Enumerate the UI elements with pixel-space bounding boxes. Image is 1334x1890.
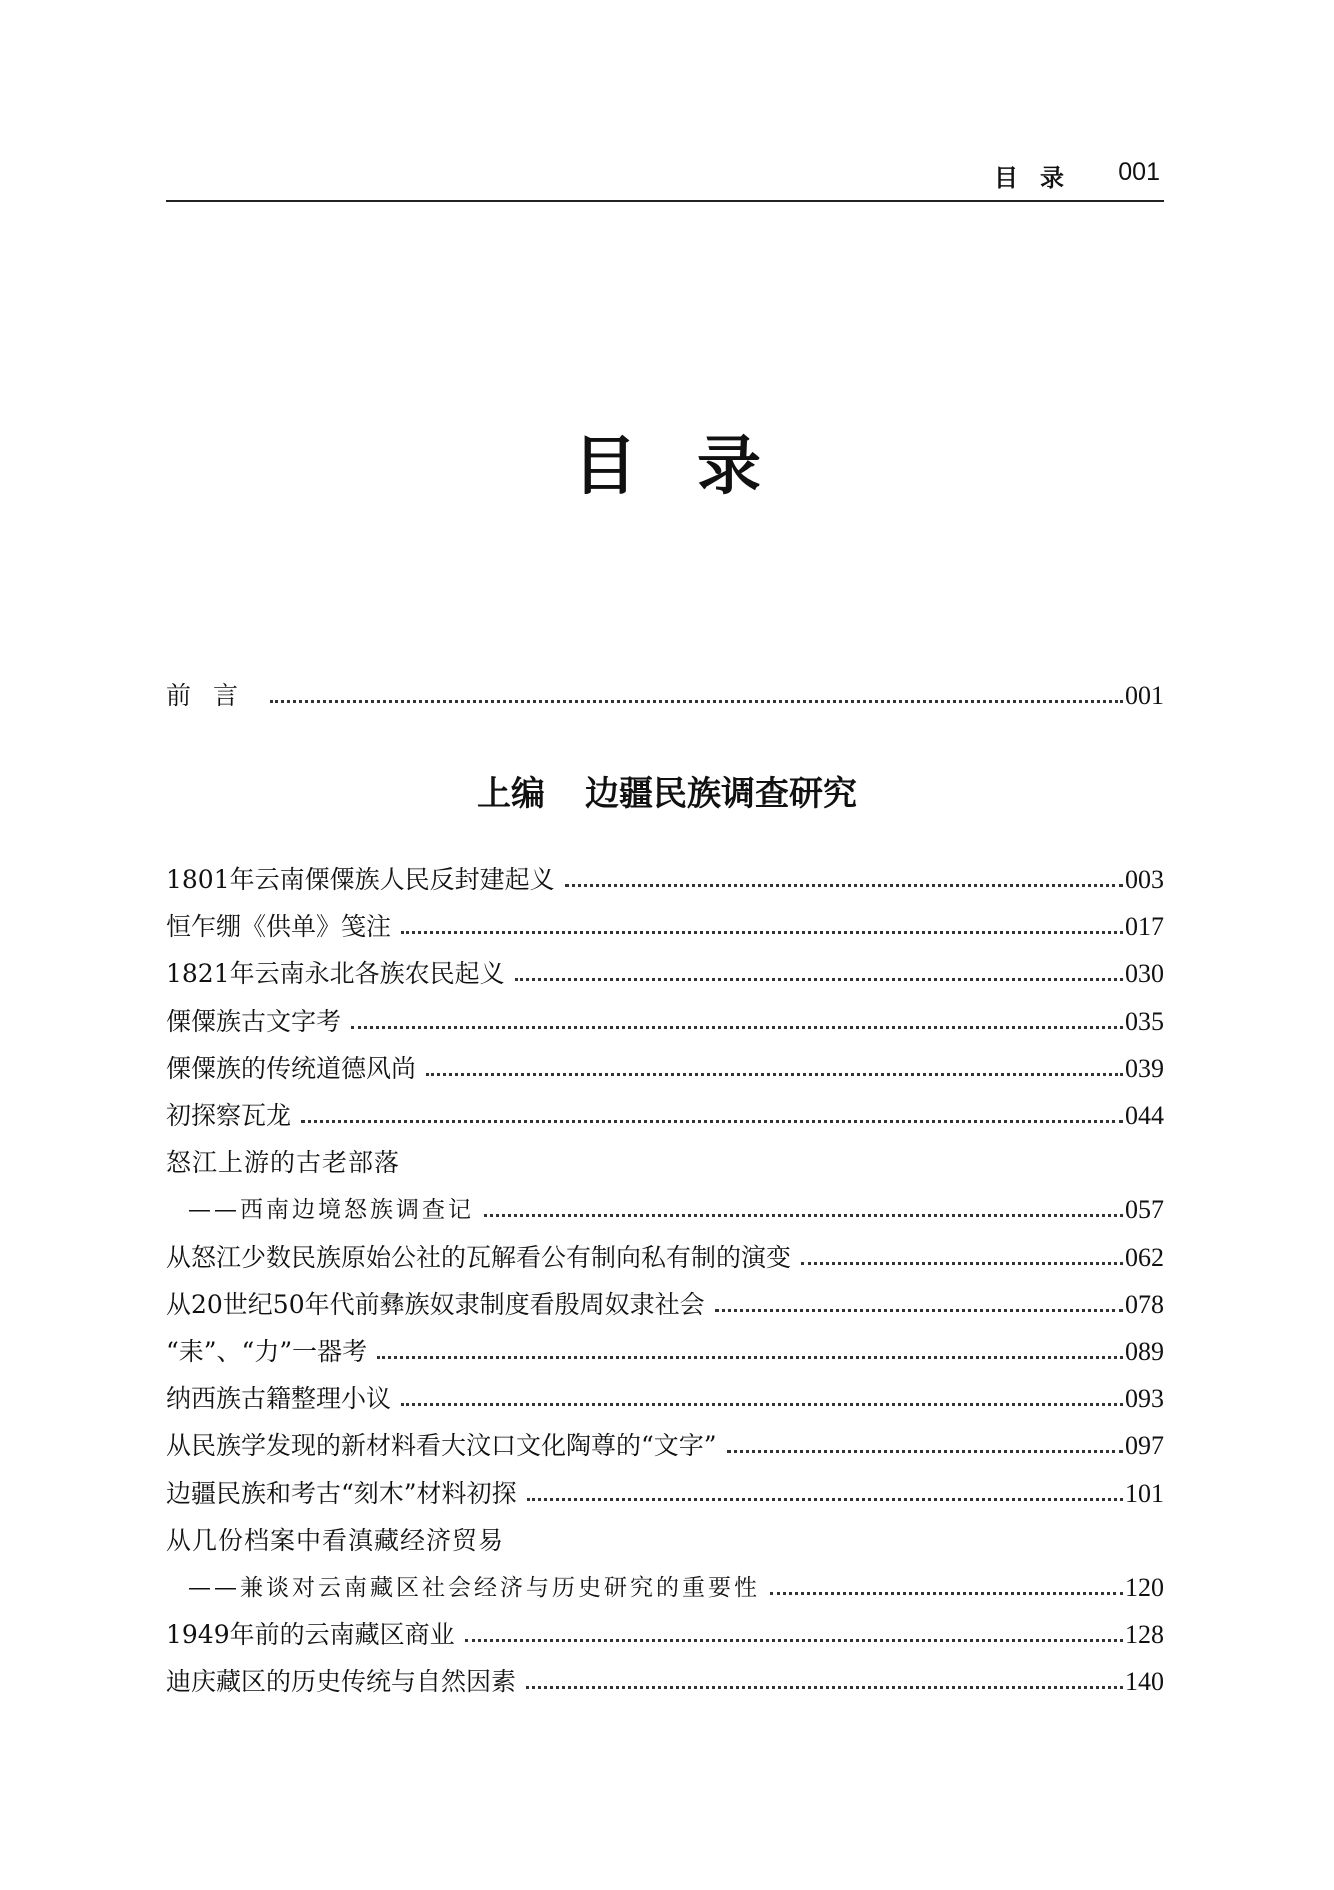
toc-entry[interactable] [166,1143,1164,1179]
toc-entry-subtitle: ——兼谈对云南藏区社会经济与历史研究的重要性 [188,1575,760,1601]
toc-entry-title: 初探察瓦龙 [166,1101,292,1130]
toc-entry-page: 101 [1125,1479,1164,1508]
toc-entry-title: 纳西族古籍整理小议 [166,1384,392,1413]
dot-leader [484,1214,1123,1217]
dot-leader [377,1356,1123,1359]
toc-entry-page: 097 [1125,1431,1164,1460]
dot-leader [426,1073,1123,1076]
toc-entry[interactable] [166,1049,1164,1085]
toc-entry[interactable] [166,1096,1164,1132]
dot-leader [270,700,1123,703]
toc-entry-title: 怒江上游的古老部落 [166,1148,401,1177]
toc-entry-title: 迪庆藏区的历史传统与自然因素 [166,1667,517,1696]
dot-leader [715,1309,1123,1312]
toc-entry-title: 从20世纪50年代前彝族奴隶制度看殷周奴隶社会 [166,1290,705,1319]
dot-leader [301,1120,1123,1123]
toc-entry[interactable] [166,1426,1164,1462]
dot-leader [515,978,1123,981]
toc-entry-page: 044 [1125,1101,1164,1130]
toc-entry[interactable] [166,1615,1164,1651]
toc-entry-title: 1821年云南永北各族农民起义 [166,959,505,988]
dot-leader [727,1450,1123,1453]
toc-entry[interactable] [166,1662,1164,1698]
toc-entry-title: 1801年云南傈僳族人民反封建起义 [166,865,555,894]
toc-entry-title: 从怒江少数民族原始公社的瓦解看公有制向私有制的演变 [166,1243,792,1272]
toc-entry-page: 035 [1125,1007,1164,1036]
dot-leader [565,884,1123,887]
toc-entry[interactable] [166,1379,1164,1415]
toc-entry-title: 从民族学发现的新材料看大汶口文化陶尊的“文字” [166,1431,717,1460]
toc-entry-page: 078 [1125,1290,1164,1319]
dot-leader [351,1026,1123,1029]
toc-subtitle-entry[interactable] [188,1568,1164,1604]
toc-subtitle-entry[interactable] [188,1190,1164,1226]
toc-entry[interactable] [166,1285,1164,1321]
toc-entry[interactable] [166,1521,1164,1557]
toc-entry-page: 003 [1125,865,1164,894]
toc-entry-subtitle: ——西南边境怒族调查记 [188,1197,474,1223]
toc-entry-page: 062 [1125,1243,1164,1272]
toc-entry-title: “耒”、“力”一器考 [166,1337,368,1366]
toc-entry[interactable] [166,1332,1164,1368]
dot-leader [527,1498,1123,1501]
toc-entry[interactable] [166,907,1164,943]
toc-entry-page: 128 [1125,1620,1164,1649]
dot-leader [770,1592,1123,1595]
toc-entry[interactable] [166,1002,1164,1038]
dot-leader [801,1262,1123,1265]
toc-entry-page: 140 [1125,1667,1164,1696]
toc-entry[interactable] [166,1238,1164,1274]
toc-entry-page: 093 [1125,1384,1164,1413]
toc-entry[interactable] [166,1474,1164,1510]
toc-entry-title: 从几份档案中看滇藏经济贸易 [166,1526,505,1555]
dot-leader [401,1403,1123,1406]
toc-entry-page: 039 [1125,1054,1164,1083]
toc-entry-page: 057 [1125,1195,1164,1224]
dot-leader [465,1639,1123,1642]
section-part-label: 上编 [477,774,545,814]
toc-entry-page: 120 [1125,1573,1164,1602]
section-title: 边疆民族调查研究 [585,774,857,814]
toc-entry-title: 傈僳族古文字考 [166,1007,342,1036]
dot-leader [526,1686,1123,1689]
toc-entry-page: 030 [1125,959,1164,988]
toc-entry-title: 傈僳族的传统道德风尚 [166,1054,417,1083]
toc-entry-title: 1949年前的云南藏区商业 [166,1620,455,1649]
toc-entry[interactable] [166,860,1164,896]
toc-title: 目录 [573,430,821,504]
toc-entry-title: 前言 [166,681,261,710]
section-heading [0,772,1334,816]
toc-entry-page: 001 [1125,681,1164,710]
toc-entry-title: 边疆民族和考古“刻木”材料初探 [166,1479,517,1508]
dot-leader [401,931,1123,934]
toc-entry-preface[interactable] [166,676,1164,712]
running-header-label: 目录 [994,164,1086,192]
running-header-page-number: 001 [1118,158,1160,186]
toc-entry-page: 089 [1125,1337,1164,1366]
running-header [166,154,1164,202]
toc-entry-title: 恒乍绷《供单》笺注 [166,912,392,941]
toc-entry-page: 017 [1125,912,1164,941]
toc-entry[interactable] [166,954,1164,990]
